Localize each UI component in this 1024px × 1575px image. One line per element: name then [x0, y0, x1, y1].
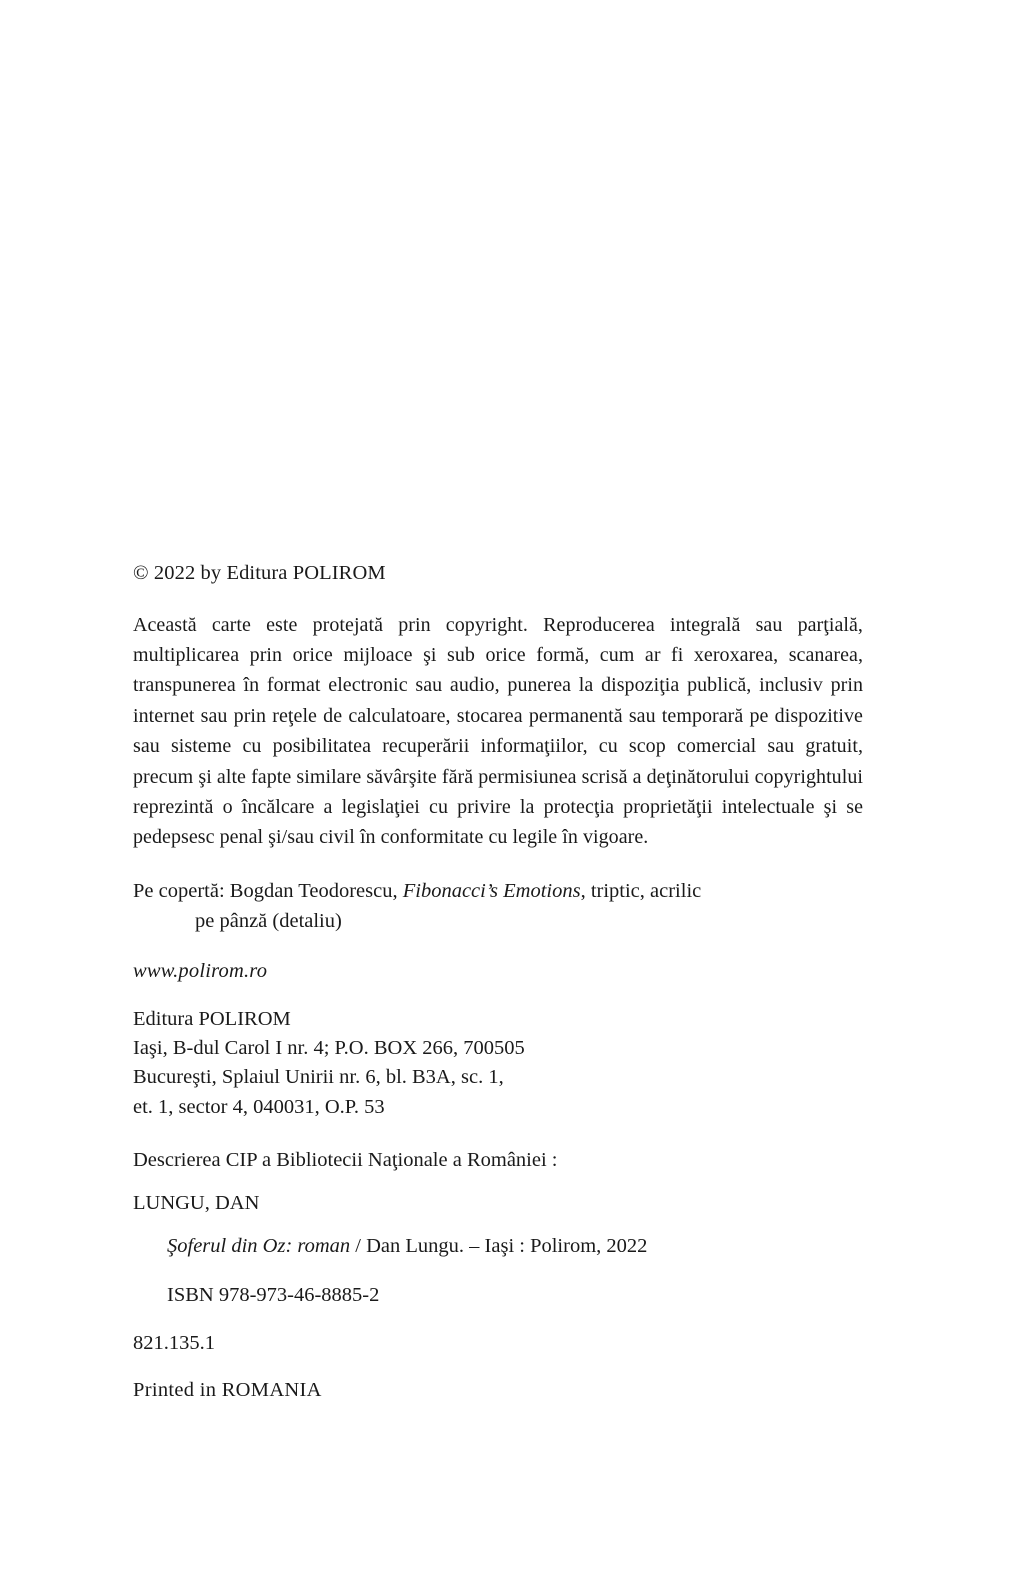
cover-credit-prefix: Pe copertă: Bogdan Teodorescu, [133, 879, 403, 902]
publisher-address-line-1: Iaşi, B-dul Carol I nr. 4; P.O. BOX 266, 700505 [133, 1037, 525, 1060]
publisher-address-line-3: et. 1, sector 4, 040031, O.P. 53 [133, 1095, 385, 1118]
publisher-name: Editura POLIROM [133, 1008, 291, 1031]
cip-work-entry [133, 1232, 863, 1261]
publisher-block [133, 1005, 863, 1121]
cip-author: LUNGU, DAN [133, 1191, 260, 1214]
publisher-address-line-2: Bucureşti, Splaiul Unirii nr. 6, bl. B3A, sc. 1, [133, 1066, 504, 1089]
cover-credit [133, 877, 863, 936]
printed-in-line: Printed in ROMANIA [133, 1379, 322, 1402]
copyright-content [133, 560, 863, 1402]
cip-heading: Descrierea CIP a Bibliotecii Naţionale a României : [133, 1148, 558, 1171]
cip-isbn: ISBN 978-973-46-8885-2 [167, 1284, 380, 1306]
legal-notice-paragraph: Această carte este protejată prin copyright. Reproducerea integrală sau parţială, multiplicarea prin orice mijloace şi sub orice formă, cum ar fi xeroxarea, scanarea, transpunerea în format electronic sau audio, punerea la dispoziţia publică, inclusiv prin internet sau prin reţele de calculatoare, stocarea permanentă sau temporară pe dispozitive sau sisteme cu posibilitatea recuperării informaţiilor, cu scop comercial sau gratuit, precum şi alte fapte similare săvârşite fără permisiunea scrisă a deţinătorului copyrightului reprezintă o încălcare a legislaţiei cu privire la protecţia proprietăţii intelectuale şi se pedepsesc penal şi/sau civil în conformitate cu legile în vigoare. [133, 613, 863, 849]
publisher-website: www.polirom.ro [133, 960, 268, 983]
cover-artwork-title: Fibonacci’s Emotions [402, 879, 581, 902]
cover-credit-second-line: pe pânză (detaliu) [195, 909, 342, 932]
copyright-line: © 2022 by Editura POLIROM [133, 562, 386, 584]
cover-credit-suffix: , triptic, acrilic [580, 879, 702, 902]
cip-work-rest: / Dan Lungu. – Iaşi : Polirom, 2022 [350, 1234, 648, 1257]
cip-block [133, 1146, 863, 1310]
cip-cdd-code: 821.135.1 [133, 1332, 215, 1355]
cip-work-title: Şoferul din Oz: roman [167, 1234, 351, 1257]
